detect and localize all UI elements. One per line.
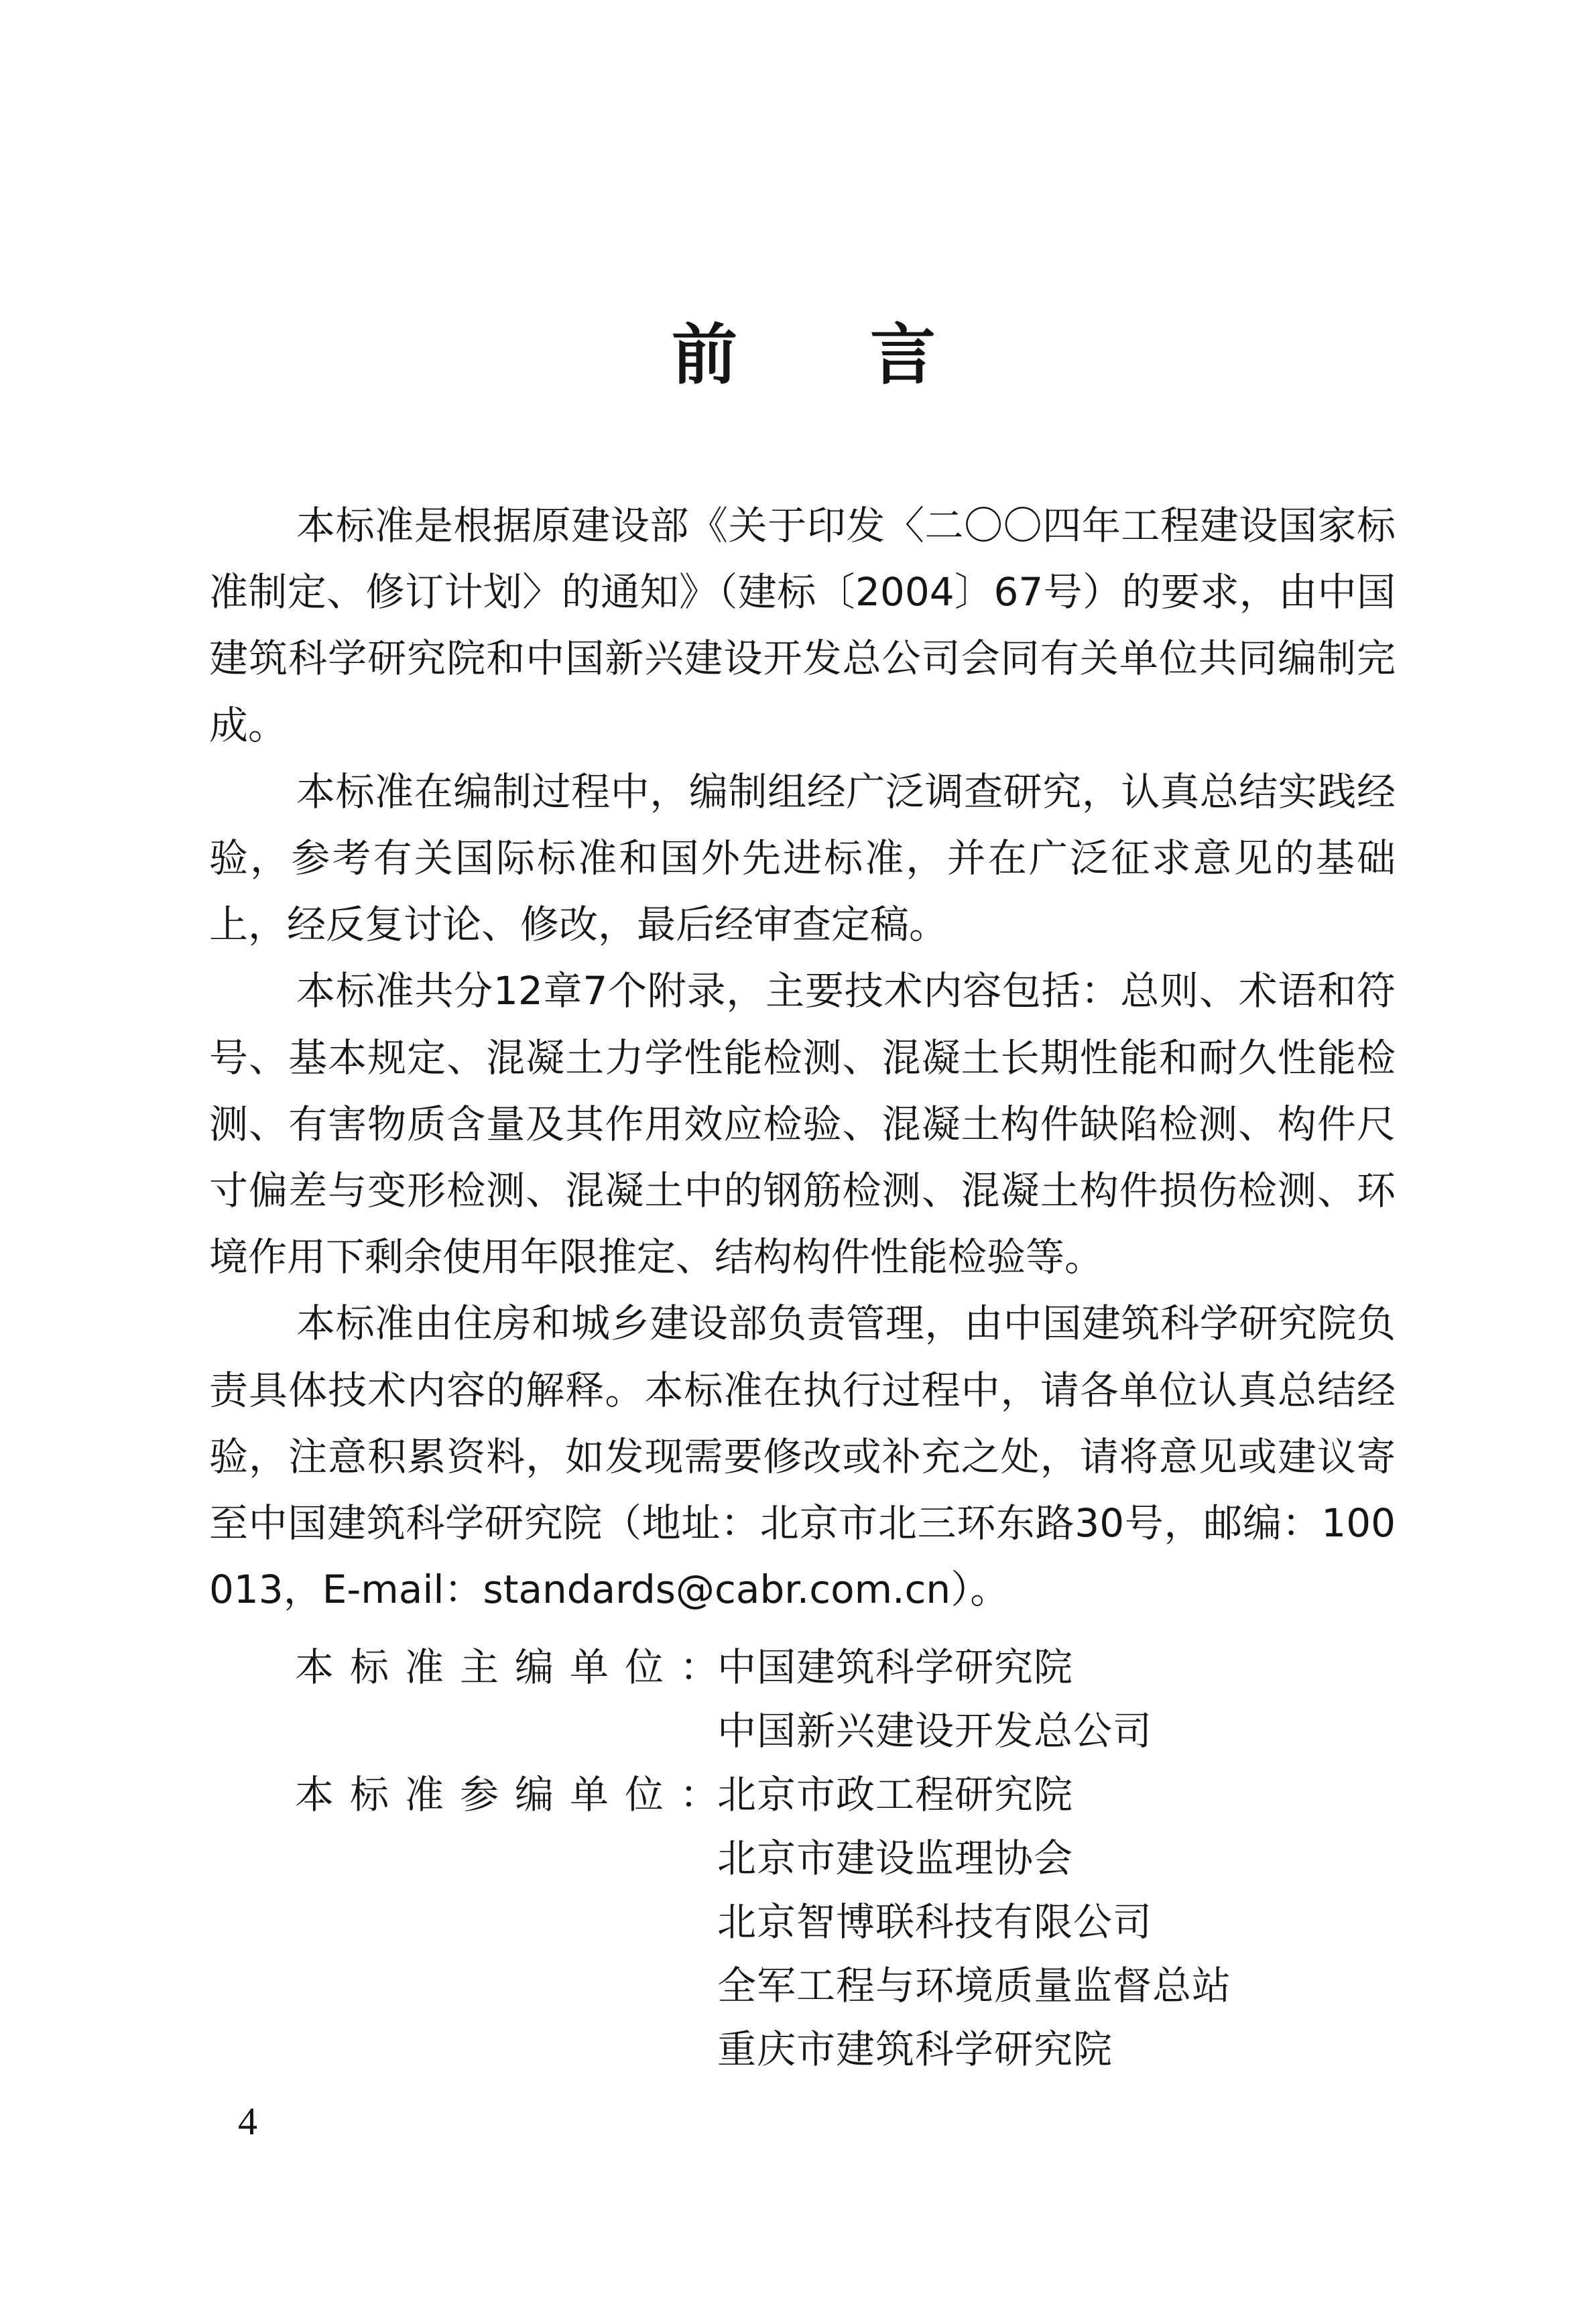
participating-unit-row xyxy=(295,1827,1367,1890)
chief-unit-2: 中国新兴建设开发总公司 xyxy=(717,1708,1153,1754)
participating-unit-row xyxy=(295,1954,1367,2018)
preface-paragraph-1: 本标准是根据原建设部《关于印发〈二〇〇四年工程建设国家标准制定、修订计划〉的通知》（建标〔2004〕67号）的要求，由中国建筑科学研究院和中国新兴建设开发总公司会同有关单位共同编制完成。 xyxy=(209,503,1396,748)
participating-unit-3: 北京智博联科技有限公司 xyxy=(717,1899,1153,1945)
preface-body xyxy=(209,493,1396,1623)
participating-unit-4: 全军工程与环境质量监督总站 xyxy=(717,1963,1232,2008)
participating-unit-2: 北京市建设监理协会 xyxy=(717,1835,1074,1881)
preface-paragraph-2: 本标准在编制过程中，编制组经广泛调查研究，认真总结实践经验，参考有关国际标准和国外先进标准，并在广泛征求意见的基础上，经反复讨论、修改，最后经审查定稿。 xyxy=(209,768,1396,948)
title-character-1: 前 xyxy=(672,316,738,393)
participating-unit-row xyxy=(295,1890,1367,1954)
chief-unit-1: 中国建筑科学研究院 xyxy=(717,1644,1074,1690)
participating-unit-row xyxy=(295,1763,1367,1827)
preface-paragraph-3: 本标准共分12章7个附录，主要技术内容包括：总则、术语和符号、基本规定、混凝土力学性能检测、混凝土长期性能和耐久性能检测、有害物质含量及其作用效应检验、混凝土构件缺陷检测、构件尺寸偏差与变形检测、混凝土中的钢筋检测、混凝土构件损伤检测、环境作用下剩余使用年限推定、结构构件性能检验等。 xyxy=(209,968,1396,1280)
title-character-2: 言 xyxy=(870,316,936,393)
chief-unit-row xyxy=(295,1699,1367,1763)
preface-paragraph-4: 本标准由住房和城乡建设部负责管理，由中国建筑科学研究院负责具体技术内容的解释。本标准在执行过程中，请各单位认真总结经验，注意积累资料，如发现需要修改或补充之处，请将意见或建议寄至中国建筑科学研究院（地址：北京市北三环东路30号，邮编：100013，E-mail：standards@cabr.com.cn）。 xyxy=(209,1300,1396,1613)
drafting-units xyxy=(295,1636,1367,2081)
participating-unit-5: 重庆市建筑科学研究院 xyxy=(717,2026,1113,2072)
chief-unit-row xyxy=(295,1636,1367,1699)
participating-unit-label: 本标准参编单位： xyxy=(295,1772,735,1817)
page-title xyxy=(643,315,952,396)
chief-unit-label: 本标准主编单位： xyxy=(295,1644,735,1690)
participating-unit-row xyxy=(295,2018,1367,2081)
page-number: 4 xyxy=(238,2100,257,2143)
participating-unit-1: 北京市政工程研究院 xyxy=(717,1772,1074,1817)
